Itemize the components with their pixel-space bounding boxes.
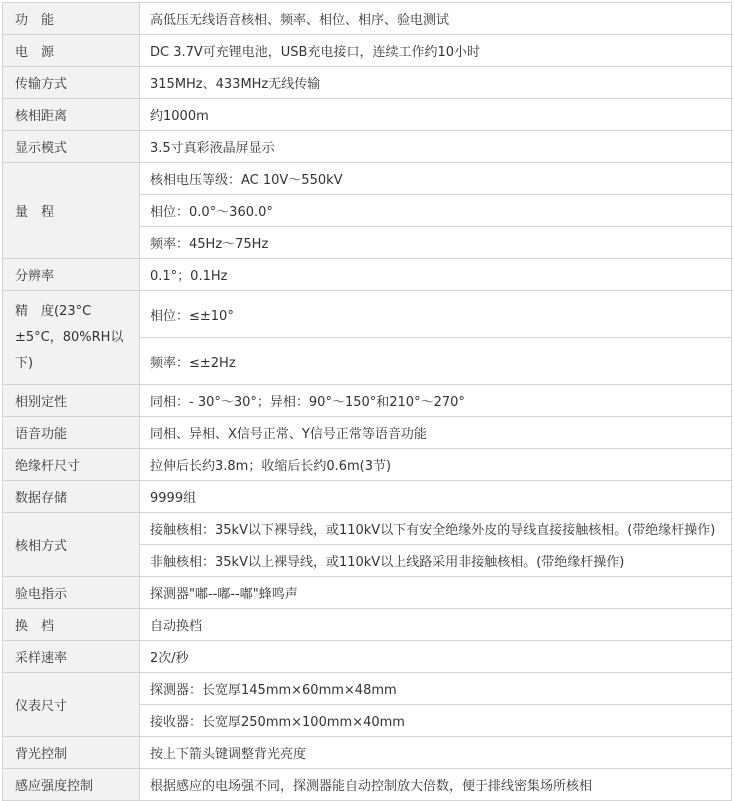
row-value-backlight: 按上下箭头键调整背光亮度 [140,737,732,769]
table-row [3,673,732,705]
row-value-distance: 约1000m [140,99,732,131]
table-row [3,513,732,545]
row-value-accuracy-frequency: 频率：≤±2Hz [140,338,732,385]
table-row [3,259,732,291]
row-value-power: DC 3.7V可充锂电池，USB充电接口，连续工作约10小时 [140,35,732,67]
row-value-range-voltage: 核相电压等级：AC 10V～550kV [140,163,732,195]
row-value-phase-check: 同相：- 30°～30°；异相：90°～150°和210°～270° [140,385,732,417]
row-label-display: 显示模式 [3,131,140,163]
row-value-function: 高低压无线语音核相、频率、相位、相序、验电测试 [140,3,732,35]
row-label-distance: 核相距离 [3,99,140,131]
table-row [3,3,732,35]
row-value-display: 3.5寸真彩液晶屏显示 [140,131,732,163]
row-value-range-phase: 相位：0.0°～360.0° [140,195,732,227]
row-value-size-receiver: 接收器：长宽厚250mm×100mm×40mm [140,705,732,737]
spec-table [2,2,732,801]
row-label-storage: 数据存储 [3,481,140,513]
row-value-range-frequency: 频率：45Hz～75Hz [140,227,732,259]
row-label-backlight: 背光控制 [3,737,140,769]
row-value-accuracy-phase: 相位：≤±10° [140,291,732,338]
row-value-method-noncontact: 非触核相：35kV以上裸导线，或110kV以上线路采用非接触核相。(带绝缘杆操作) [140,545,732,577]
row-label-indicator: 验电指示 [3,577,140,609]
row-label-shift: 换 档 [3,609,140,641]
table-row [3,291,732,338]
row-value-storage: 9999组 [140,481,732,513]
row-label-range: 量 程 [3,163,140,259]
table-row [3,131,732,163]
table-row [3,385,732,417]
table-row [3,769,732,801]
row-value-method-contact: 接触核相：35kV以下裸导线，或110kV以下有安全绝缘外皮的导线直接接触核相。(带绝缘杆操作) [140,513,732,545]
row-value-sensitivity: 根据感应的电场强不同，探测器能自动控制放大倍数，便于排线密集场所核相 [140,769,732,801]
table-row [3,641,732,673]
row-label-sampling: 采样速率 [3,641,140,673]
table-row [3,67,732,99]
row-value-rod: 拉伸后长约3.8m；收缩后长约0.6m(3节) [140,449,732,481]
table-row [3,737,732,769]
row-value-transmission: 315MHz、433MHz无线传输 [140,67,732,99]
row-label-voice: 语音功能 [3,417,140,449]
row-label-transmission: 传输方式 [3,67,140,99]
row-value-resolution: 0.1°；0.1Hz [140,259,732,291]
table-row [3,417,732,449]
row-label-size: 仪表尺寸 [3,673,140,737]
row-label-method: 核相方式 [3,513,140,577]
table-row [3,609,732,641]
table-row [3,163,732,195]
table-row [3,99,732,131]
row-value-size-detector: 探测器：长宽厚145mm×60mm×48mm [140,673,732,705]
row-label-accuracy: 精 度(23°C ±5°C，80%RH以下) [3,291,140,385]
table-row [3,449,732,481]
table-row [3,481,732,513]
row-label-resolution: 分辨率 [3,259,140,291]
row-value-indicator: 探测器"嘟--嘟--嘟"蜂鸣声 [140,577,732,609]
table-row [3,35,732,67]
row-label-power: 电 源 [3,35,140,67]
table-row [3,577,732,609]
row-label-phase-check: 相别定性 [3,385,140,417]
row-value-sampling: 2次/秒 [140,641,732,673]
row-label-function: 功 能 [3,3,140,35]
row-label-sensitivity: 感应强度控制 [3,769,140,801]
row-value-voice: 同相、异相、X信号正常、Y信号正常等语音功能 [140,417,732,449]
row-label-rod: 绝缘杆尺寸 [3,449,140,481]
row-value-shift: 自动换档 [140,609,732,641]
